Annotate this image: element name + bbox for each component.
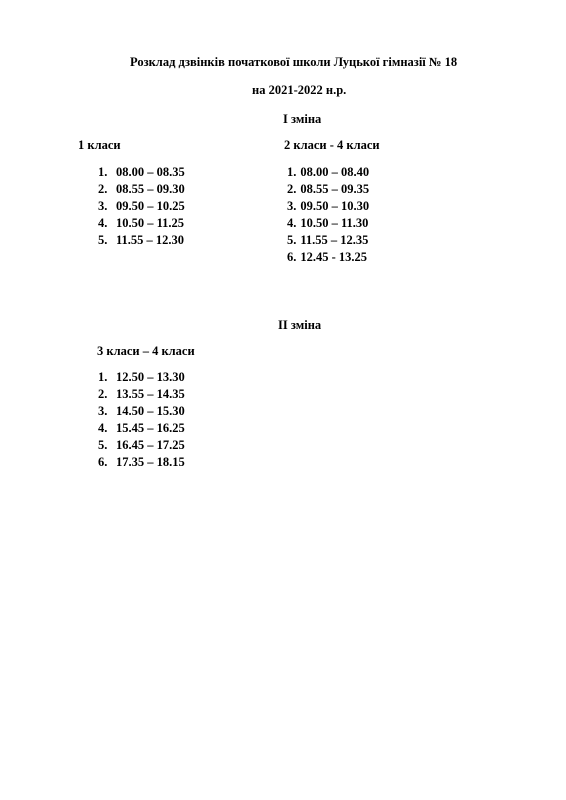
list-item <box>287 165 369 182</box>
item-time: 11.55 – 12.35 <box>300 233 369 247</box>
item-number: 2. <box>287 182 297 196</box>
item-number: 6. <box>287 250 297 264</box>
item-time: 08.00 – 08.35 <box>116 165 185 179</box>
item-number: 3. <box>98 199 108 213</box>
list-item <box>98 233 185 250</box>
list-item <box>98 199 185 216</box>
item-number: 4. <box>287 216 297 230</box>
item-time: 13.55 – 14.35 <box>116 387 185 401</box>
grade-2-4-schedule <box>287 165 369 267</box>
item-time: 12.50 – 13.30 <box>116 370 185 384</box>
item-time: 11.55 – 12.30 <box>116 233 185 247</box>
item-number: 3. <box>98 404 108 418</box>
item-time: 10.50 – 11.30 <box>300 216 369 230</box>
list-item <box>287 216 369 233</box>
item-number: 2. <box>98 182 108 196</box>
list-item <box>98 438 185 455</box>
list-item <box>98 216 185 233</box>
list-item <box>98 182 185 199</box>
list-item <box>98 404 185 421</box>
item-time: 16.45 – 17.25 <box>116 438 185 452</box>
item-time: 10.50 – 11.25 <box>116 216 185 230</box>
item-time: 08.55 – 09.35 <box>300 182 370 196</box>
list-item <box>98 455 185 472</box>
grade-1-header: 1 класи <box>78 138 121 152</box>
list-item <box>98 387 185 404</box>
school-year: на 2021-2022 н.р. <box>252 83 347 97</box>
shift-2-heading: ІІ зміна <box>278 318 322 332</box>
list-item <box>287 182 369 199</box>
grade-1-schedule <box>98 165 185 250</box>
list-item <box>98 165 185 182</box>
document-title: Розклад дзвінків початкової школи Луцької гімназії № 18 <box>130 55 458 69</box>
item-time: 09.50 – 10.30 <box>300 199 370 213</box>
list-item <box>287 233 369 250</box>
item-time: 12.45 - 13.25 <box>300 250 368 264</box>
list-item <box>98 370 185 387</box>
item-number: 3. <box>287 199 297 213</box>
item-time: 09.50 – 10.25 <box>116 199 185 213</box>
item-number: 6. <box>98 455 108 469</box>
item-number: 4. <box>98 216 108 230</box>
item-number: 4. <box>98 421 108 435</box>
list-item <box>98 421 185 438</box>
item-time: 17.35 – 18.15 <box>116 455 185 469</box>
item-time: 08.00 – 08.40 <box>300 165 370 179</box>
list-item <box>287 250 369 267</box>
item-number: 2. <box>98 387 108 401</box>
grade-3-4-header: 3 класи – 4 класи <box>97 344 195 358</box>
item-number: 1. <box>287 165 297 179</box>
item-time: 08.55 – 09.30 <box>116 182 185 196</box>
item-time: 14.50 – 15.30 <box>116 404 185 418</box>
item-time: 15.45 – 16.25 <box>116 421 185 435</box>
grade-3-4-schedule <box>98 370 185 472</box>
item-number: 1. <box>98 370 108 384</box>
grade-2-4-header: 2 класи - 4 класи <box>284 138 380 152</box>
shift-1-heading: І зміна <box>283 112 322 126</box>
item-number: 1. <box>98 165 108 179</box>
item-number: 5. <box>98 438 108 452</box>
item-number: 5. <box>98 233 108 247</box>
item-number: 5. <box>287 233 297 247</box>
list-item <box>287 199 369 216</box>
